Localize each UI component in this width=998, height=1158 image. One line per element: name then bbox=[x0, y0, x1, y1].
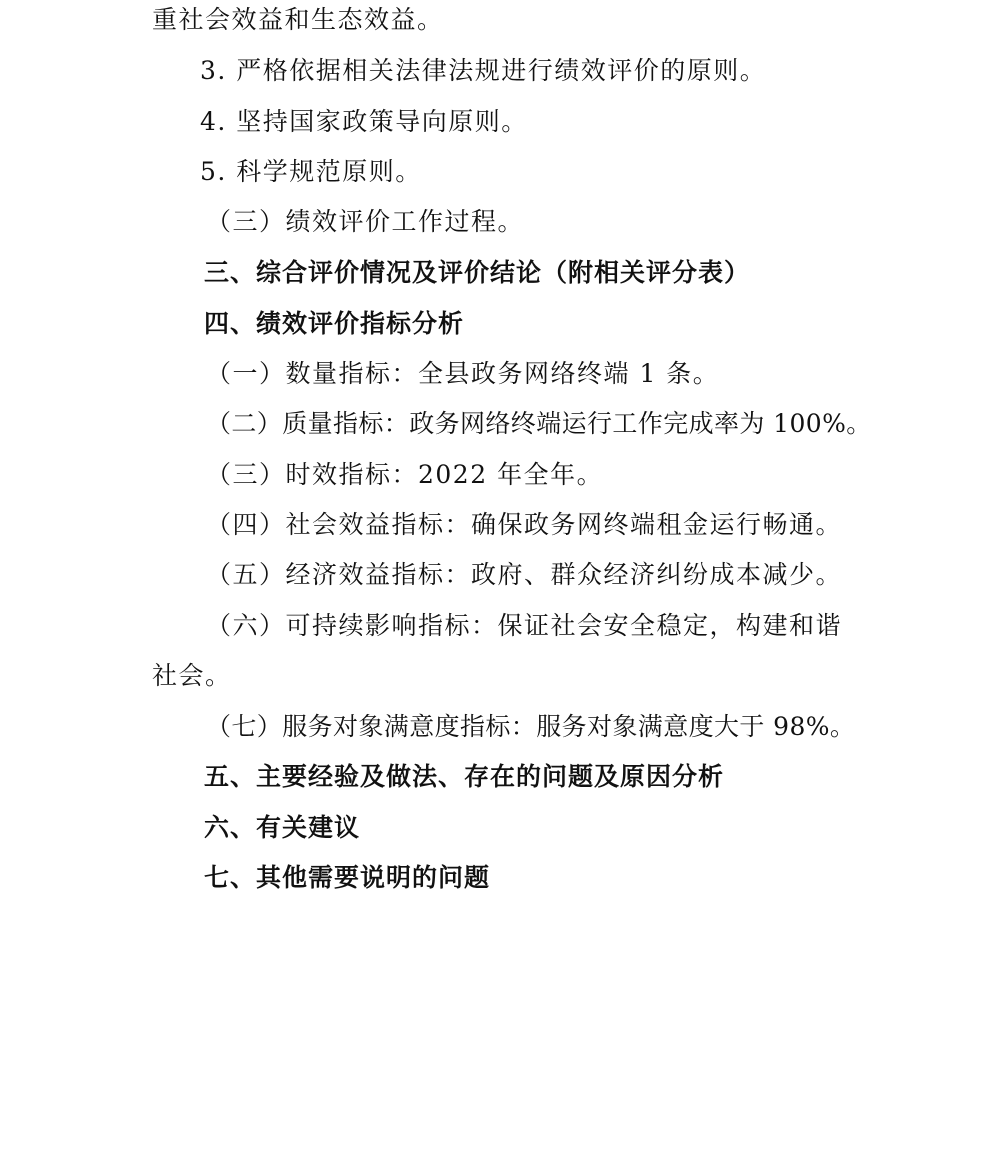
principle-item-3: 3. 严格依据相关法律法规进行绩效评价的原则。 bbox=[200, 56, 767, 85]
indicator-social-benefit: （四）社会效益指标：确保政务网终端租金运行畅通。 bbox=[206, 510, 843, 539]
indicator-timeliness: （三）时效指标：2022 年全年。 bbox=[206, 460, 604, 489]
principle-item-4: 4. 坚持国家政策导向原则。 bbox=[200, 107, 528, 136]
indicator-quality: （二）质量指标：政务网络终端运行工作完成率为 100%。 bbox=[206, 409, 872, 438]
subsection-evaluation-process: （三）绩效评价工作过程。 bbox=[206, 207, 525, 236]
section-heading-4: 四、绩效评价指标分析 bbox=[204, 309, 465, 338]
indicator-quantity: （一）数量指标：全县政务网络终端 1 条。 bbox=[206, 359, 720, 388]
indicator-sustainability: （六）可持续影响指标：保证社会安全稳定，构建和谐 bbox=[206, 611, 843, 640]
indicator-satisfaction: （七）服务对象满意度指标：服务对象满意度大于 98%。 bbox=[206, 712, 856, 741]
section-heading-5: 五、主要经验及做法、存在的问题及原因分析 bbox=[204, 762, 725, 791]
section-heading-3: 三、综合评价情况及评价结论（附相关评分表） bbox=[204, 258, 751, 287]
indicator-economic-benefit: （五）经济效益指标：政府、群众经济纠纷成本减少。 bbox=[206, 560, 843, 589]
indicator-sustainability-continuation: 社会。 bbox=[152, 661, 232, 690]
paragraph-continuation: 重社会效益和生态效益。 bbox=[152, 5, 444, 34]
principle-item-5: 5. 科学规范原则。 bbox=[200, 157, 422, 186]
section-heading-6: 六、有关建议 bbox=[204, 813, 361, 842]
section-heading-7: 七、其他需要说明的问题 bbox=[204, 863, 491, 892]
